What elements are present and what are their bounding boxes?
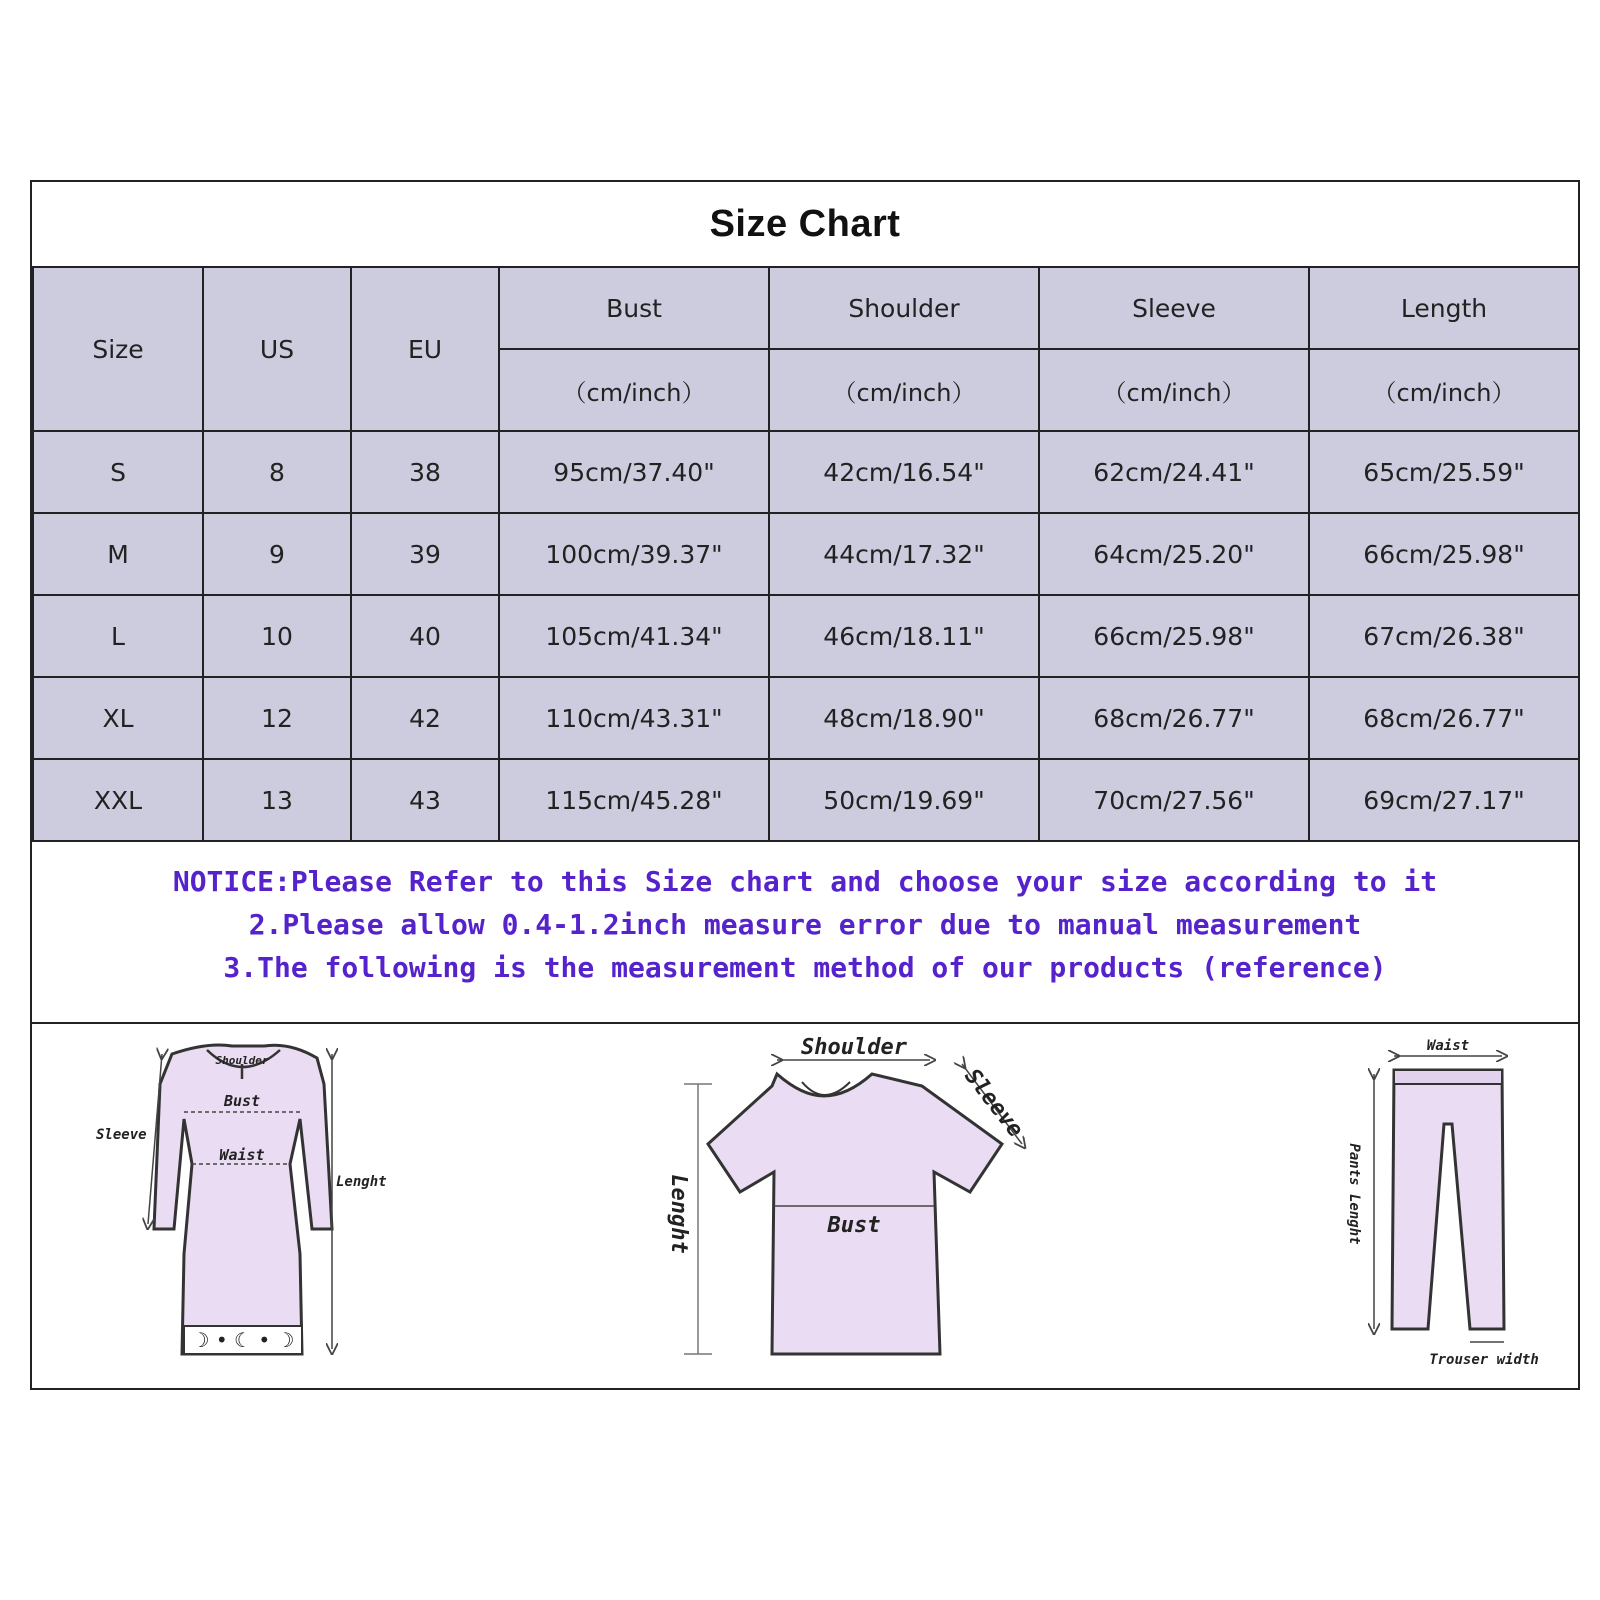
table-row [33,595,1579,677]
cell-shoulder: 46cm/18.11" [769,595,1039,677]
cell-bust: 95cm/37.40" [499,431,769,513]
table-row [33,677,1579,759]
unit-length: （cm/inch） [1309,349,1579,431]
cell-size: XXL [33,759,203,841]
cell-eu: 38 [351,431,499,513]
cell-bust: 115cm/45.28" [499,759,769,841]
tshirt-figure [666,1035,1028,1354]
pants-length-label: Pants Lenght [1346,1143,1362,1245]
measurement-figures [32,1024,1578,1390]
table-row [33,513,1579,595]
cell-eu: 40 [351,595,499,677]
cell-us: 12 [203,677,351,759]
cell-bust: 110cm/43.31" [499,677,769,759]
notice-line-1: NOTICE:Please Refer to this Size chart and choose your size according to it [172,865,1438,898]
cell-eu: 42 [351,677,499,759]
cell-bust: 100cm/39.37" [499,513,769,595]
dress-bust-label: Bust [223,1092,261,1110]
size-table [32,266,1580,842]
cell-sleeve: 70cm/27.56" [1039,759,1309,841]
pants-waist-label: Waist [1426,1038,1470,1054]
unit-shoulder: （cm/inch） [769,349,1039,431]
cell-sleeve: 62cm/24.41" [1039,431,1309,513]
notice-section [32,846,1578,1024]
cell-us: 10 [203,595,351,677]
cell-sleeve: 68cm/26.77" [1039,677,1309,759]
cell-length: 68cm/26.77" [1309,677,1579,759]
cell-bust: 105cm/41.34" [499,595,769,677]
cell-size: L [33,595,203,677]
cell-length: 67cm/26.38" [1309,595,1579,677]
cell-eu: 39 [351,513,499,595]
tshirt-bust-label: Bust [827,1213,881,1238]
tshirt-sleeve-label: Sleeve [959,1064,1028,1143]
cell-length: 66cm/25.98" [1309,513,1579,595]
cell-sleeve: 64cm/25.20" [1039,513,1309,595]
dress-length-label: Lenght [336,1174,387,1190]
tshirt-length-label: Lenght [666,1174,691,1254]
dress-waist-label: Waist [219,1146,265,1164]
header-shoulder: Shoulder [769,267,1039,349]
cell-size: S [33,431,203,513]
header-sleeve: Sleeve [1039,267,1309,349]
unit-sleeve: （cm/inch） [1039,349,1309,431]
header-eu: EU [351,267,499,431]
cell-us: 13 [203,759,351,841]
cell-length: 65cm/25.59" [1309,431,1579,513]
header-length: Length [1309,267,1579,349]
cell-eu: 43 [351,759,499,841]
header-size: Size [33,267,203,431]
dress-shoulder-label: Shoulder [215,1054,269,1067]
cell-size: M [33,513,203,595]
cell-shoulder: 50cm/19.69" [769,759,1039,841]
title-row [32,182,1578,268]
pants-trouser-width-label: Trouser width [1429,1352,1539,1368]
cell-shoulder: 42cm/16.54" [769,431,1039,513]
cell-length: 69cm/27.17" [1309,759,1579,841]
notice-line-3: 3.The following is the measurement method of our products (reference) [223,951,1387,984]
table-header-row [33,267,1579,349]
pants-shape [1392,1070,1504,1329]
cell-size: XL [33,677,203,759]
table-row [33,431,1579,513]
header-us: US [203,267,351,431]
cell-us: 8 [203,431,351,513]
size-chart [30,180,1580,1390]
pants-figure [1346,1038,1539,1368]
unit-bust: （cm/inch） [499,349,769,431]
dress-figure [96,1045,387,1354]
cell-shoulder: 48cm/18.90" [769,677,1039,759]
cell-shoulder: 44cm/17.32" [769,513,1039,595]
dress-pattern-icon: ☽ • ☾ • ☽ [191,1328,295,1352]
notice-line-2: 2.Please allow 0.4-1.2inch measure error due to manual measurement [248,908,1362,941]
cell-us: 9 [203,513,351,595]
tshirt-shoulder-label: Shoulder [801,1035,907,1060]
dress-sleeve-label: Sleeve [96,1127,147,1143]
table-row [33,759,1579,841]
chart-title: Size Chart [709,202,901,245]
header-bust: Bust [499,267,769,349]
cell-sleeve: 66cm/25.98" [1039,595,1309,677]
